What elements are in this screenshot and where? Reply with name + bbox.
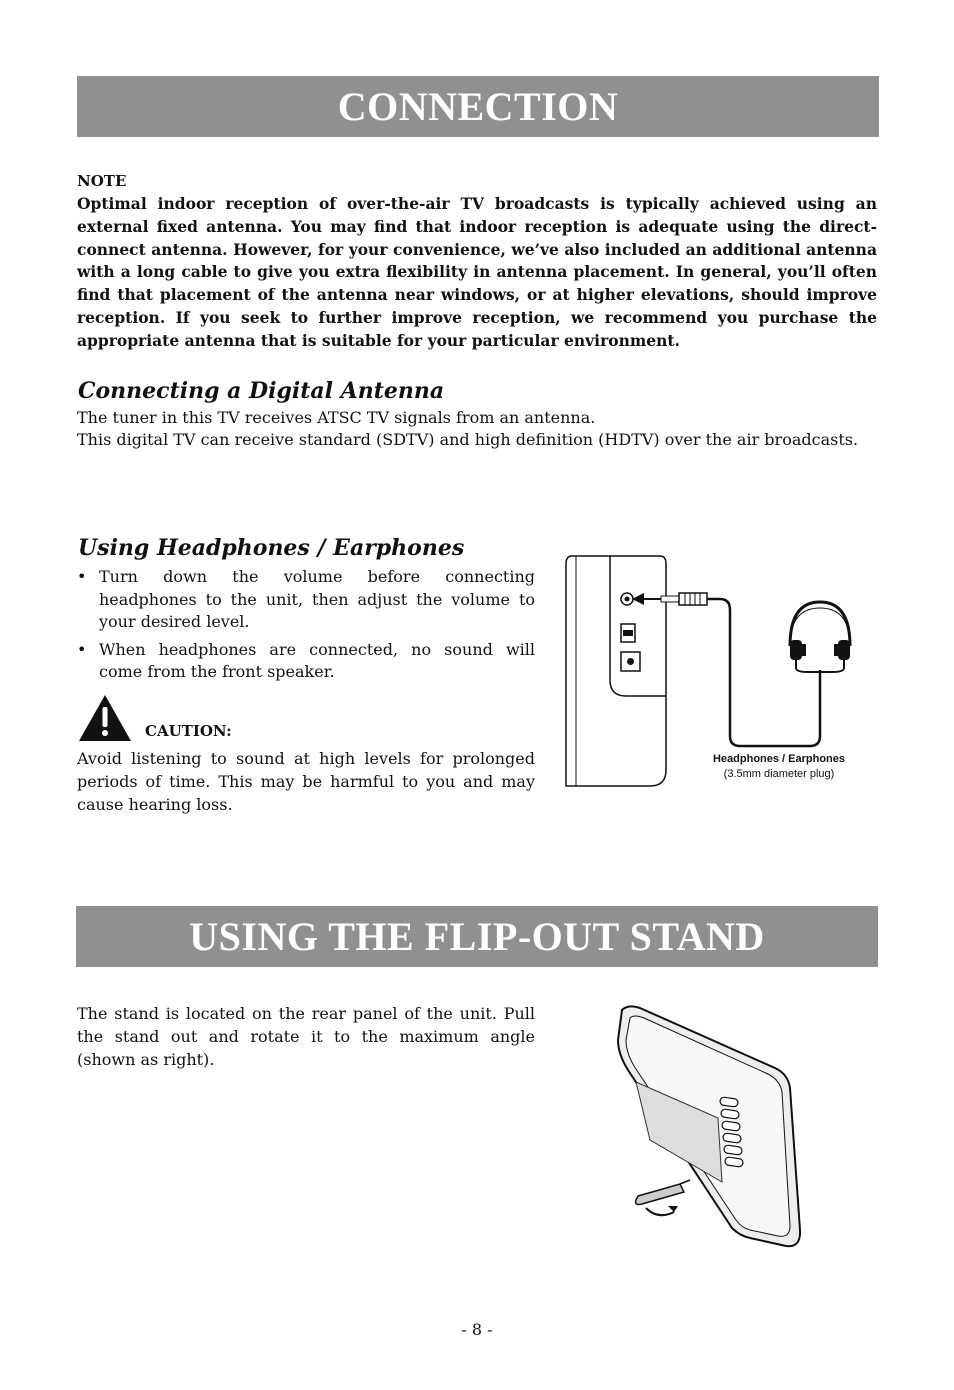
caution-text: Avoid listening to sound at high levels for prolonged periods of time. This may be harmful to you and may cause hearing loss. [77,749,535,814]
antenna-line-2: This digital TV can receive standard (SDTV) and high definition (HDTV) over the air broadcasts. [77,430,859,449]
bullet-dot: • [77,567,87,586]
flip-out-stand-illustration [600,1000,820,1255]
bullet-dot: • [77,639,87,659]
antenna-line-1: The tuner in this TV receives ATSC TV signals from an antenna. [77,408,596,427]
caution-label: CAUTION: [145,722,232,740]
stand-description: The stand is located on the rear panel of the unit. Pull the stand out and rotate it to the maximum angle (shown as right). [77,1004,535,1069]
page-number: - 8 - [461,1320,493,1339]
headphones-bullets [77,566,535,689]
bullet-text: When headphones are connected, no sound will come from the front speaker. [99,639,535,681]
antenna-heading: Connecting a Digital Antenna [78,378,445,404]
note-title: NOTE [77,172,127,190]
flip-stand-title: USING THE FLIP-OUT STAND [189,914,765,959]
connection-banner [77,76,879,137]
headphones-figure-sublabel: (3.5mm diameter plug) [723,768,835,780]
warning-triangle-icon [77,693,133,743]
headphones-heading: Using Headphones / Earphones [78,535,465,561]
bullet-item [77,639,535,684]
note-body: Optimal indoor reception of over-the-air TV broadcasts is typically achieved using an external fixed antenna. You may find that indoor reception is adequate using the direct-connect antenna. However, for your convenience, we’ve also included an additional antenna with a long cable to give you extra flexibility in antenna placement. In general, you’ll often find that placement of the antenna near windows, or at higher elevations, should improve reception. If you seek to further improve reception, we recommend you purchase the appropriate antenna that is suitable for your particular environment. [77,194,877,350]
connection-title: CONNECTION [337,84,619,129]
bullet-item [77,566,535,634]
bullet-text: Turn down the volume before connecting headphones to the unit, then adjust the volume to your desired level. [99,567,535,631]
headphones-figure-label: Headphones / Earphones [712,753,846,765]
flip-stand-banner [76,906,878,967]
